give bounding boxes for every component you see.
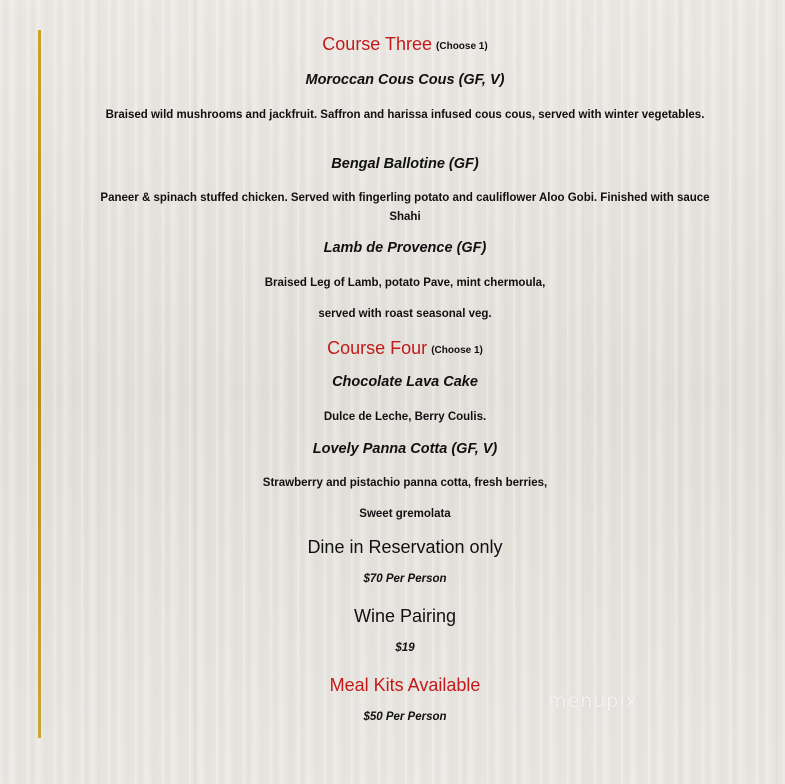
course-three-title: Course Three bbox=[322, 34, 433, 54]
dish-name-chocolate-lava-cake: Chocolate Lava Cake bbox=[332, 374, 478, 390]
gold-vertical-rule bbox=[38, 30, 41, 738]
dish-name-bengal-ballotine: Bengal Ballotine (GF) bbox=[331, 156, 479, 172]
course-three-heading bbox=[60, 34, 750, 55]
dish-desc-panna-cotta-line-2: Sweet gremolata bbox=[359, 508, 451, 520]
course-four-choose-note: (Choose 1) bbox=[431, 345, 483, 356]
wine-pairing-price: $19 bbox=[395, 642, 415, 654]
dish-name-lovely-panna-cotta: Lovely Panna Cotta (GF, V) bbox=[312, 441, 498, 457]
wine-pairing-label: Wine Pairing bbox=[353, 606, 457, 626]
dish-name-moroccan-cous-cous: Moroccan Cous Cous (GF, V) bbox=[305, 72, 505, 88]
course-three-choose-note: (Choose 1) bbox=[436, 41, 488, 52]
dine-in-price: $70 Per Person bbox=[363, 573, 447, 585]
dish-desc-bengal-ballotine: Paneer & spinach stuffed chicken. Served with fingerling potato and cauliflower Aloo Gobi. Finished with sauce Shahi bbox=[100, 192, 710, 223]
dish-desc-lamb-line-2: served with roast seasonal veg. bbox=[318, 308, 492, 320]
meal-kits-label: Meal Kits Available bbox=[329, 675, 481, 695]
dish-desc-chocolate-lava-cake: Dulce de Leche, Berry Coulis. bbox=[323, 411, 487, 423]
course-four-heading bbox=[60, 338, 750, 359]
dine-in-label: Dine in Reservation only bbox=[307, 537, 503, 557]
course-four-title: Course Four bbox=[327, 338, 428, 358]
dish-desc-lamb-line-1: Braised Leg of Lamb, potato Pave, mint chermoula, bbox=[264, 277, 546, 289]
dish-name-lamb-de-provence: Lamb de Provence (GF) bbox=[323, 240, 487, 256]
watermark-text: menupix bbox=[548, 690, 638, 712]
dish-desc-panna-cotta-line-1: Strawberry and pistachio panna cotta, fresh berries, bbox=[262, 477, 548, 489]
dish-desc-moroccan-cous-cous: Braised wild mushrooms and jackfruit. Saffron and harissa infused cous cous, served with winter vegetables. bbox=[105, 109, 705, 121]
meal-kits-price: $50 Per Person bbox=[363, 711, 447, 723]
